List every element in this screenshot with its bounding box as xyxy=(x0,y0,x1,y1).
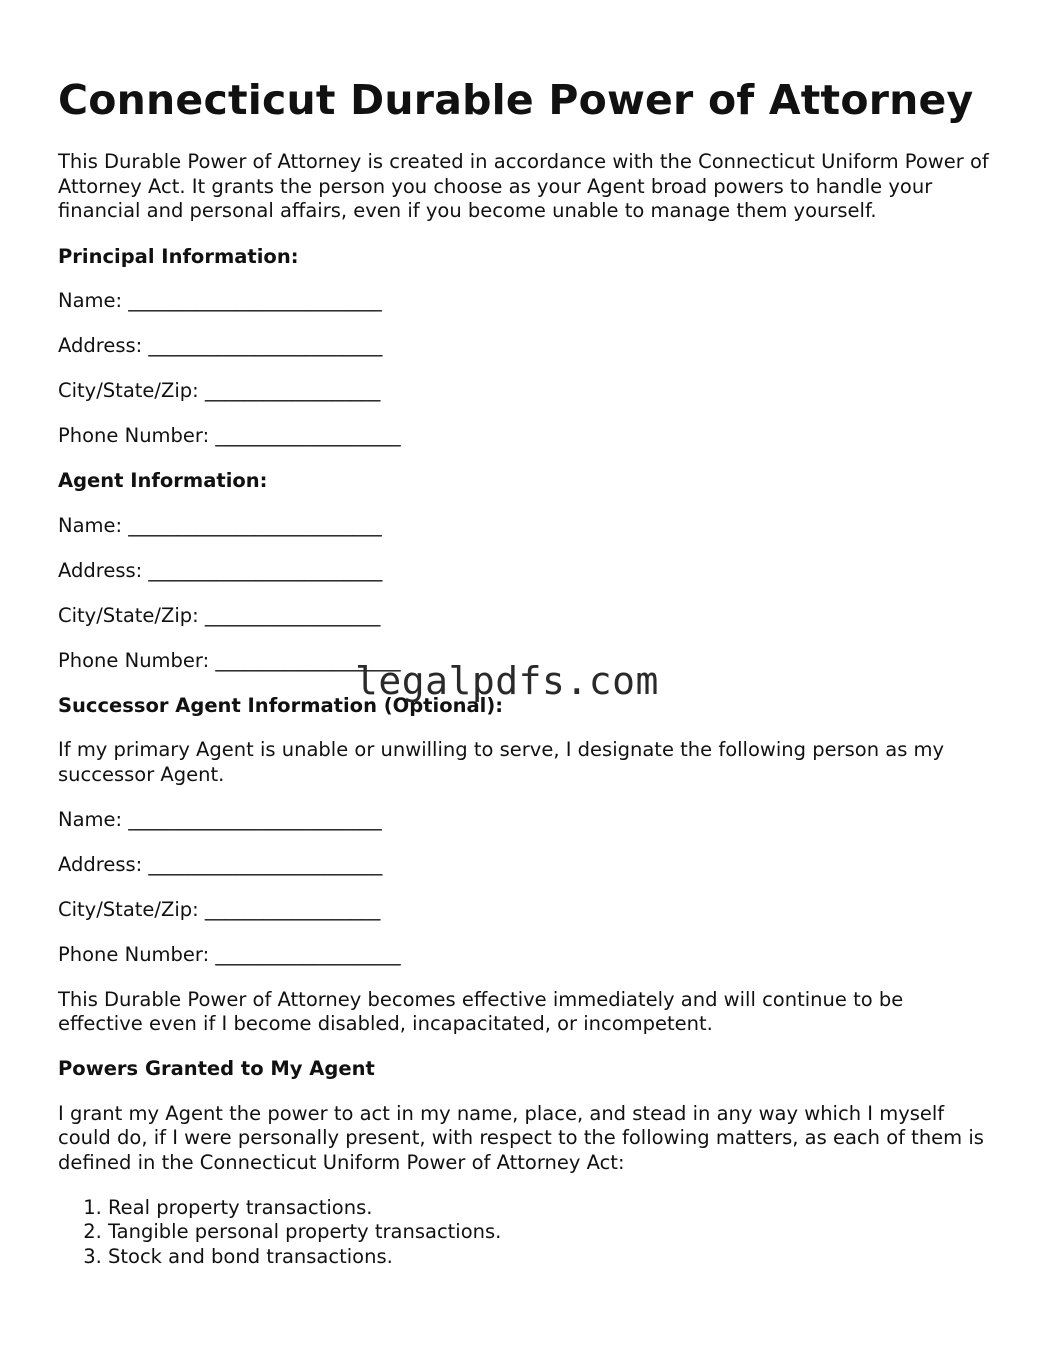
document-title: Connecticut Durable Power of Attorney xyxy=(58,76,974,124)
effective-paragraph: This Durable Power of Attorney becomes effective immediately and will continue to be effective even if I become disabled, incapacitated, or incompetent. xyxy=(58,987,904,1035)
powers-list xyxy=(58,1196,993,1270)
successor-paragraph: If my primary Agent is unable or unwilling to serve, I designate the following person as my successor Agent. xyxy=(58,738,945,786)
powers-list-item: 2. Tangible personal property transactions. xyxy=(108,1220,993,1245)
successor-section xyxy=(58,694,993,968)
successor-address-field[interactable]: Address: ________________________ xyxy=(58,852,383,876)
agent-phone-field[interactable]: Phone Number: ___________________ xyxy=(58,648,401,672)
agent-section xyxy=(58,469,993,673)
powers-list-item: 1. Real property transactions. xyxy=(108,1196,993,1221)
watermark-text: legalpdfs.com xyxy=(355,659,659,703)
agent-address-field[interactable]: Address: ________________________ xyxy=(58,558,383,582)
agent-name-field[interactable]: Name: __________________________ xyxy=(58,513,382,537)
principal-heading: Principal Information: xyxy=(58,244,299,268)
powers-list-item: 3. Stock and bond transactions. xyxy=(108,1245,993,1270)
agent-heading: Agent Information: xyxy=(58,469,268,492)
powers-heading: Powers Granted to My Agent xyxy=(58,1057,375,1080)
successor-heading: Successor Agent Information (Optional): xyxy=(58,693,504,717)
powers-section xyxy=(58,1057,993,1269)
intro-paragraph: This Durable Power of Attorney is created in accordance with the Connecticut Uniform Power of Attorney Act. It grants the person you choose as your Agent broad powers to handle your financial and personal affairs, even if you become unable to manage them yourself. xyxy=(58,150,989,222)
successor-phone-field[interactable]: Phone Number: ___________________ xyxy=(58,942,401,966)
principal-name-field[interactable]: Name: __________________________ xyxy=(58,289,382,312)
powers-paragraph: I grant my Agent the power to act in my name, place, and stead in any way which I myself could do, if I were personally present, with respect to the following matters, as each of them is defined in the Connecticut Uniform Power of Attorney Act: xyxy=(58,1101,984,1174)
principal-address-field[interactable]: Address: ________________________ xyxy=(58,334,383,357)
agent-city-field[interactable]: City/State/Zip: __________________ xyxy=(58,603,381,627)
successor-city-field[interactable]: City/State/Zip: __________________ xyxy=(58,897,381,921)
principal-city-field[interactable]: City/State/Zip: __________________ xyxy=(58,379,381,402)
successor-name-field[interactable]: Name: __________________________ xyxy=(58,807,382,831)
principal-section xyxy=(58,245,993,449)
principal-phone-field[interactable]: Phone Number: ___________________ xyxy=(58,424,401,447)
